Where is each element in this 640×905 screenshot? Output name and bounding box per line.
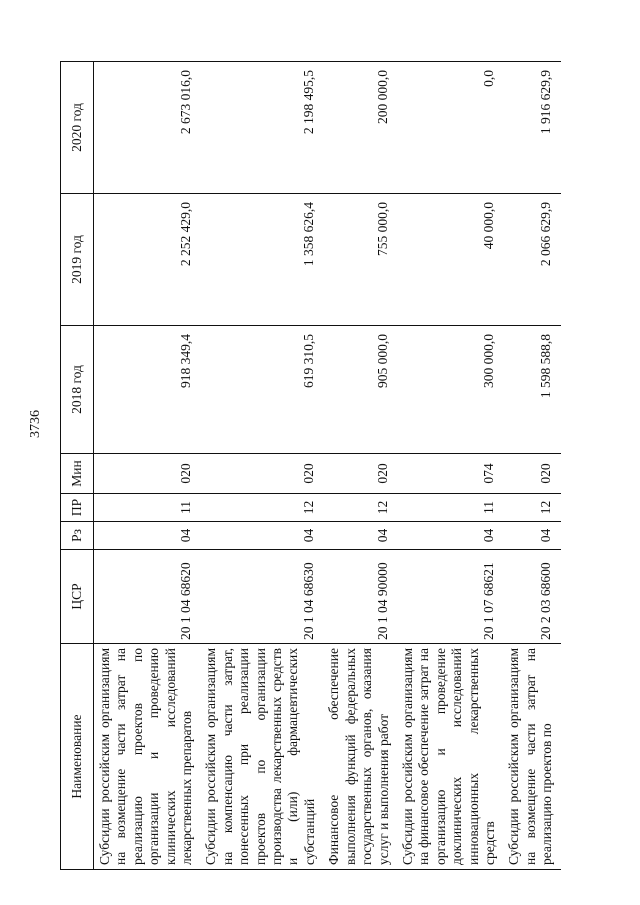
row-pr: 12 — [200, 494, 323, 522]
row-name: Субсидии российским организациям на компенсацию части затрат, понесенных при реализации проектов по организации производства лекарственных средств и (или) фармацевтических субстанций — [200, 644, 323, 870]
header-rz: Рз — [61, 522, 94, 550]
header-name: Наименование — [61, 644, 94, 870]
row-min: 074 — [397, 454, 503, 494]
row-2019: 2 252 429,0 — [94, 194, 201, 326]
row-csr: 20 2 03 68600 — [503, 550, 560, 644]
table-row — [200, 62, 323, 870]
header-2018: 2018 год — [61, 326, 94, 454]
row-min: 020 — [94, 454, 201, 494]
row-2020: 0,0 — [397, 62, 503, 194]
page-number: 3736 — [28, 410, 43, 438]
row-2020: 2 673 016,0 — [94, 62, 201, 194]
row-name: Субсидии российским организациям на возмещение части затрат на реализацию проектов по — [503, 644, 560, 870]
row-rz: 04 — [397, 522, 503, 550]
row-min: 020 — [323, 454, 397, 494]
header-pr: ПР — [61, 494, 94, 522]
row-pr: 11 — [94, 494, 201, 522]
header-csr: ЦСР — [61, 550, 94, 644]
row-csr: 20 1 07 68621 — [397, 550, 503, 644]
row-rz: 04 — [200, 522, 323, 550]
header-2020: 2020 год — [61, 62, 94, 194]
table-row — [94, 62, 201, 870]
row-min: 020 — [200, 454, 323, 494]
row-2020: 2 198 495,5 — [200, 62, 323, 194]
table-header-row — [61, 62, 94, 870]
row-name: Субсидии российским организациям на возмещение части затрат на реализацию проектов по организации и проведению клинических исследований лекарственных препаратов — [94, 644, 201, 870]
row-2019: 40 000,0 — [397, 194, 503, 326]
row-pr: 12 — [503, 494, 560, 522]
budget-table — [60, 61, 561, 870]
row-csr: 20 1 04 68620 — [94, 550, 201, 644]
table-row — [323, 62, 397, 870]
row-csr: 20 1 04 90000 — [323, 550, 397, 644]
row-rz: 04 — [503, 522, 560, 550]
table-row — [503, 62, 560, 870]
row-csr: 20 1 04 68630 — [200, 550, 323, 644]
row-2019: 1 358 626,4 — [200, 194, 323, 326]
row-2018: 918 349,4 — [94, 326, 201, 454]
row-2018: 1 598 588,8 — [503, 326, 560, 454]
row-2019: 2 066 629,9 — [503, 194, 560, 326]
row-name: Субсидии российским организациям на финансовое обеспечение затрат на организацию и проведение доклинических исследований инновационных лекарственных средств — [397, 644, 503, 870]
rotated-page-content — [60, 62, 580, 870]
row-2019: 755 000,0 — [323, 194, 397, 326]
header-min: Мин — [61, 454, 94, 494]
row-rz: 04 — [323, 522, 397, 550]
row-name: Финансовое обеспечение выполнения функций федеральных государственных органов, оказания услуг и выполнения работ — [323, 644, 397, 870]
row-2018: 905 000,0 — [323, 326, 397, 454]
row-pr: 11 — [397, 494, 503, 522]
table-row — [397, 62, 503, 870]
header-2019: 2019 год — [61, 194, 94, 326]
row-min: 020 — [503, 454, 560, 494]
row-2018: 300 000,0 — [397, 326, 503, 454]
row-rz: 04 — [94, 522, 201, 550]
row-2020: 200 000,0 — [323, 62, 397, 194]
row-2020: 1 916 629,9 — [503, 62, 560, 194]
row-2018: 619 310,5 — [200, 326, 323, 454]
row-pr: 12 — [323, 494, 397, 522]
